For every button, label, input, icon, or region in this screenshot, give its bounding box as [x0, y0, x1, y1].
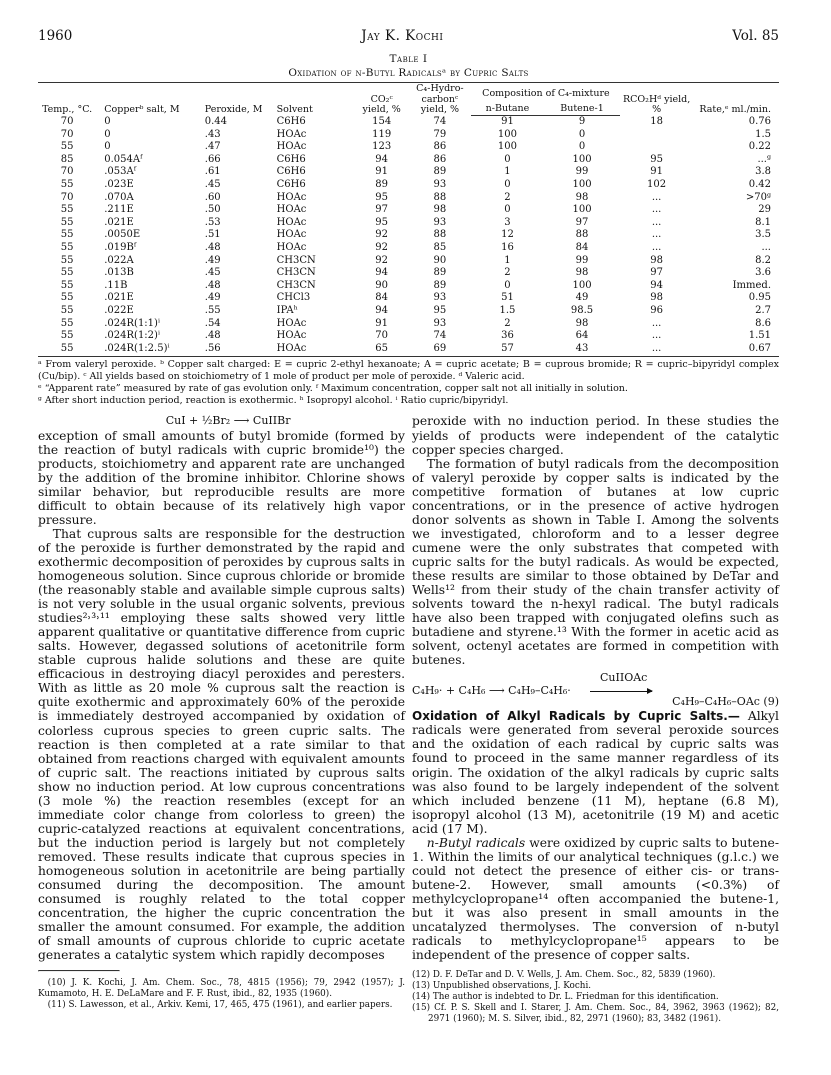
table-cell: .45 [204, 178, 221, 190]
table-cell: 100 [497, 128, 518, 140]
table-cell: HOAc [269, 343, 355, 357]
table-row [38, 192, 779, 205]
table-cell: HOAc [276, 191, 307, 203]
table-row [38, 116, 779, 129]
table-cell: .019Bᶠ [104, 241, 137, 253]
table-cell [620, 129, 692, 142]
table-cell: ... [651, 204, 662, 216]
right-column [412, 414, 779, 1025]
equation-lhs: C₄H₉· + C₄H₆ ⟶ C₄H₉–C₄H₆· [412, 684, 571, 698]
table-cell: 2 [504, 317, 511, 329]
volume-label: Vol. 85 [732, 28, 779, 44]
table-cell: 89 [433, 166, 447, 178]
table-cell: 0.42 [748, 178, 771, 190]
table-cell: 1.5 [499, 304, 516, 316]
paragraph: The formation of butyl radicals from the decomposition of valeryl peroxide by copper salts is indicated by the competitive formation of butanes at low cupric concentrations, or in the presence of active hydrogen donor solvents as shown in Table I. Among the solvents we investigated, chloroform and to a lesser degree cumene were the only substrates that competed with cupric salts for the butyl radicals. As would be expected, these results are similar to those obtained by DeTar and Wells¹² from their study of the chain transfer activity of solvents toward the n-hexyl radical. The butyl radicals have also been trapped with conjugated olefins such as butadiene and styrene.¹³ With the former in acetic acid as solvent, octenyl acetates are formed in competition with butenes. [412, 456, 779, 668]
table-row [38, 179, 779, 192]
reaction-arrow-icon [590, 691, 652, 692]
table-cell: 0.054Aᶠ [104, 153, 143, 165]
table-cell: .013B [104, 267, 134, 279]
table-row [38, 305, 779, 318]
table-cell: 18 [650, 115, 663, 127]
table-cell: 85 [60, 153, 74, 165]
table-cell: 64 [575, 330, 589, 342]
table-footnote-line: ᵉ “Apparent rate” measured by rate of gas evolution only. ᶠ Maximum concentration, copper salt not all initially in solution. [38, 382, 628, 394]
table-cell: 0.76 [748, 115, 771, 127]
table-cell: 36 [501, 330, 514, 342]
paragraph [412, 836, 779, 962]
footnote-10: (10) J. K. Kochi, J. Am. Chem. Soc., 78, 4815 (1956); 79, 2942 (1957); J. Kumamoto, H. E. DeLaMare and F. F. Rust, ibid., 82, 1935 (1960). [38, 978, 405, 1000]
table-footnotes [38, 359, 779, 406]
table-row [38, 280, 779, 293]
col-header-composition: Composition of C₄-mixture [471, 83, 620, 100]
table-cell: 74 [433, 330, 447, 342]
table-cell: .60 [204, 191, 221, 203]
table-cell: 0 [504, 153, 511, 165]
table-body [38, 116, 779, 357]
table-cell: HOAc [276, 141, 307, 153]
table-cell: ... [651, 330, 662, 342]
table-caption [38, 52, 779, 80]
table-cell: 97 [375, 204, 389, 216]
table-cell: 96 [650, 304, 663, 316]
table-cell: 98 [433, 204, 447, 216]
table-cell: 94 [375, 267, 389, 279]
table-row [38, 242, 779, 255]
equation-reagent: CuIIOAc [600, 671, 648, 685]
table-cell: 3.8 [755, 166, 771, 178]
table-cell: 0 [578, 141, 586, 153]
table-cell: C6H6 [276, 115, 306, 127]
table-cell: .021E [104, 216, 134, 228]
table-cell: ... [651, 241, 662, 253]
table-cell: 98 [650, 292, 663, 304]
table-cell: 91 [501, 116, 514, 127]
table-cell: HOAc [276, 317, 307, 329]
table-cell: 0 [104, 115, 111, 127]
table-cell: Immed. [732, 279, 771, 291]
table-cell: 0 [104, 128, 111, 140]
table-cell: 154 [372, 115, 392, 127]
table-cell: 88 [575, 229, 589, 241]
table-cell: .56 [199, 343, 269, 357]
footnote-rule [38, 970, 120, 972]
table-cell: 91 [650, 166, 663, 178]
table-cell: .54 [204, 317, 221, 329]
table-cell: .49 [204, 292, 221, 304]
table-footnote-line: ᵃ From valeryl peroxide. ᵇ Copper salt charged: E = cupric 2-ethyl hexanoate; A = cupric acetate; B = cuprous bromide; R = cupric–bipyridyl complex (Cu/bip). ᶜ All yields based on stoichiometry of 1 mole of product per mole of peroxide. ᵈ Valeric acid. [38, 359, 779, 383]
section-paragraph [412, 709, 779, 835]
table-cell: 0.67 [693, 343, 779, 357]
table-cell: 89 [433, 267, 447, 279]
table-cell: 1 [504, 166, 511, 178]
table-cell: C6H6 [276, 153, 306, 165]
equation-9 [412, 671, 779, 707]
table-cell: .211E [104, 204, 134, 216]
table-cell: .022E [104, 304, 134, 316]
table-cell: 98 [575, 267, 589, 279]
table-cell: 92 [375, 241, 389, 253]
table-cell: .070A [104, 191, 134, 203]
table-row [38, 318, 779, 331]
table-cell: 8.1 [755, 216, 771, 228]
equation-bromine: CuI + ½Br₂ ⟶ CuIIBr [165, 414, 291, 428]
table-cell: CH3CN [276, 254, 316, 266]
table-cell: 55 [60, 317, 74, 329]
table-cell: 74 [433, 115, 447, 127]
table-cell: 99 [575, 166, 589, 178]
table-cell: 0 [504, 204, 511, 216]
paragraph: peroxide with no induction period. In these studies the yields of products were independent of the catalytic copper species charged. [412, 414, 779, 457]
table-cell: 65 [355, 343, 409, 357]
table-cell: 0.22 [748, 141, 771, 153]
footnotes-right [412, 970, 779, 1025]
table-cell: 95 [375, 191, 389, 203]
table-cell: 94 [650, 279, 663, 291]
table-cell: 100 [572, 178, 592, 190]
table-cell [620, 141, 692, 154]
table-row [38, 229, 779, 242]
table-cell: 97 [650, 267, 663, 279]
col-header-hydrocarbon: C₄-Hydro-carbonᶜ yield, % [408, 83, 471, 116]
table-cell: 94 [375, 304, 389, 316]
table-cell: 98 [575, 317, 589, 329]
table-cell: 86 [433, 153, 447, 165]
table-row [38, 166, 779, 179]
table-cell: 55 [60, 178, 74, 190]
table-row [38, 141, 779, 154]
table-cell: 1.51 [748, 330, 771, 342]
table-cell: 0 [504, 279, 511, 291]
table-cell: 70 [60, 128, 74, 140]
table-cell: 51 [501, 292, 514, 304]
table-cell: 92 [375, 254, 389, 266]
col-header-solvent: Solvent [269, 83, 355, 116]
table-cell: CH3CN [276, 267, 316, 279]
table-cell: .49 [204, 254, 221, 266]
table-cell: ... [651, 317, 662, 329]
table-row [38, 204, 779, 217]
paragraph-text: were oxidized by cupric salts to butene-1. Within the limits of our analytical techniques (g.l.c.) we could not detect the presence of either cis- or trans-butene-2. However, small amounts (<0.3%) of methylcyclopropane¹⁴ often accompanied the butene-1, but it was also present in small amounts in the uncatalyzed thermolyses. The conversion of n-butyl radicals to methylcyclopropane¹⁵ appears to be independent of the presence of copper salts. [412, 835, 779, 963]
table-cell: 9 [578, 116, 586, 127]
table-cell: .48 [204, 330, 221, 342]
table-cell: .053Aᶠ [104, 166, 136, 178]
col-header-peroxide: Peroxide, M [199, 83, 269, 116]
table-cell: 98 [650, 254, 663, 266]
table-cell: C6H6 [276, 166, 306, 178]
table-cell: .50 [204, 204, 221, 216]
paragraph: That cuprous salts are responsible for the destruction of the peroxide is further demonstrated by the rapid and exothermic decomposition of peroxides by cuprous salts in homogeneous solution. Since cuprous chloride or bromide (the reasonably stable and available simple cuprous salts) is not very soluble in the usual organic solvents, previous studies²˒³˒¹¹ employing these salts showed very little apparent qualitative or quantitative difference from cupric salts. However, degassed solutions of acetonitrile form stable cuprous halide solutions and these are quite efficacious in destroying diacyl peroxides and peresters. With as little as 20 mole % cuprous salt the reaction is quite exothermic and approximately 60% of the peroxide is immediately destroyed accompanied by oxidation of colorless cuprous species to green cupric salts. The reaction is then completed at a rate similar to that obtained from reactions charged with equivalent amounts of cupric salt. The reactions initiated by cuprous salts show no induction period. At low cuprous concentrations (3 mole %) the reaction resembles (except for an immediate color change from colorless to green) the cupric-catalyzed reactions at equivalent concentrations, but the induction period is largely but not completely removed. These results indicate that cuprous species in homogeneous solution in acetonitrile are being partially consumed during the decomposition. The amount consumed is roughly related to the total copper concentration, the higher the cupric concentration the smaller the amount consumed. For example, the addition of small amounts of cuprous chloride to cupric acetate generates a catalytic system which rapidly decomposes [38, 526, 405, 963]
table-cell: 102 [647, 178, 667, 190]
table-cell: HOAc [276, 128, 307, 140]
table-cell: 85 [433, 241, 447, 253]
table-cell: 55 [60, 216, 74, 228]
table-cell: ... [651, 216, 662, 228]
table-cell: 70 [375, 330, 389, 342]
table-cell: 69 [408, 343, 471, 357]
table-cell: CHCl3 [276, 292, 311, 304]
table-row [38, 154, 779, 167]
table-cell: 29 [758, 204, 771, 216]
table-cell: 55 [60, 267, 74, 279]
table-cell: 89 [375, 178, 389, 190]
table-cell: 55 [60, 254, 74, 266]
table-cell: 2.7 [755, 304, 771, 316]
table-cell: 95 [375, 216, 389, 228]
table-cell: .023E [104, 178, 134, 190]
table-cell: 0.95 [748, 292, 771, 304]
footnote-12: (12) D. F. DeTar and D. V. Wells, J. Am. Chem. Soc., 82, 5839 (1960). [412, 970, 716, 981]
table-cell: 93 [433, 216, 447, 228]
table-cell: 70 [60, 191, 74, 203]
table-cell: 55 [60, 241, 74, 253]
col-header-copper: Copperᵇ salt, M [96, 83, 199, 116]
table-cell: 16 [501, 241, 514, 253]
table-cell: .0050E [104, 229, 141, 241]
col-header-rco2h: RCO₂Hᵈ yield, % [620, 83, 692, 116]
table-cell: 91 [375, 166, 389, 178]
footnote-11: (11) S. Lawesson, et al., Arkiv. Kemi, 17, 465, 475 (1961), and earlier papers. [47, 1000, 393, 1011]
table-cell: 89 [433, 279, 447, 291]
table-cell: .45 [204, 267, 221, 279]
table-cell: ... [761, 241, 771, 253]
table-cell: 49 [575, 292, 589, 304]
table-cell: 100 [572, 279, 592, 291]
table-row [38, 217, 779, 230]
table-cell: 91 [375, 317, 389, 329]
table-cell: 86 [433, 141, 447, 153]
table-cell: 98.5 [570, 304, 594, 316]
table-cell: .024R(1:2.5)ⁱ [96, 343, 199, 357]
table-cell: HOAc [276, 241, 307, 253]
table-cell: 92 [375, 229, 389, 241]
table-cell: .47 [204, 141, 221, 153]
table-cell: .61 [204, 166, 221, 178]
table-cell: ...ᵍ [757, 153, 771, 165]
page-number: 1960 [38, 28, 73, 44]
table-cell: IPAʰ [276, 304, 298, 316]
table-cell: ... [651, 191, 662, 203]
table-cell: 70 [60, 166, 74, 178]
table-cell: 55 [60, 279, 74, 291]
table-cell: .022A [104, 254, 134, 266]
table-cell: 2 [504, 267, 511, 279]
table-row [38, 292, 779, 305]
table-cell: .021E [104, 292, 134, 304]
col-header-rate: Rate,ᵉ ml./min. [693, 83, 779, 116]
table-cell: .53 [204, 216, 221, 228]
table-cell: 93 [433, 292, 447, 304]
table-cell: >70ᵍ [745, 191, 771, 203]
table-cell: .55 [204, 304, 221, 316]
table-cell: ... [651, 229, 662, 241]
col-header-temp: Temp., °C. [38, 83, 96, 116]
table-cell: 2 [504, 191, 511, 203]
table-cell: .48 [204, 241, 221, 253]
table-cell: 57 [471, 343, 543, 357]
table-row [38, 267, 779, 280]
table-cell: 93 [433, 317, 447, 329]
table-cell: 119 [372, 128, 392, 140]
equation-product: C₄H₉–C₄H₆–OAc (9) [672, 695, 779, 709]
table-cell: .43 [204, 128, 221, 140]
table-cell: 84 [375, 292, 389, 304]
table-cell: 55 [38, 343, 96, 357]
table-cell: 55 [60, 141, 74, 153]
table-cell: 0.44 [204, 115, 228, 127]
table-cell: HOAc [276, 204, 307, 216]
table-cell: 88 [433, 229, 447, 241]
table-cell: 0 [104, 141, 111, 153]
table-cell: 100 [572, 153, 592, 165]
table-row [38, 255, 779, 268]
table-row [38, 129, 779, 142]
table-cell: 93 [433, 178, 447, 190]
table-cell: 98 [575, 191, 589, 203]
footnote-14: (14) The author is indebted to Dr. L. Friedman for this identification. [412, 992, 719, 1003]
table-cell: 12 [501, 229, 514, 241]
table-cell: 0 [578, 128, 586, 140]
col-header-nbutane: n-Butane [471, 99, 543, 116]
table-number: Table I [389, 53, 428, 65]
table-cell: .024R(1:1)ⁱ [104, 317, 160, 329]
running-header [38, 28, 779, 44]
table-cell: 0 [504, 178, 511, 190]
table-cell: 55 [60, 292, 74, 304]
table-cell: 90 [375, 279, 389, 291]
table-footnote-line: ᵍ After short induction period, reaction is exothermic. ʰ Isopropyl alcohol. ⁱ Ratio cupric/bipyridyl. [38, 394, 509, 406]
table-cell: 70 [60, 115, 74, 127]
running-author: Jay K. Kochi [361, 28, 444, 44]
table-cell: 95 [433, 304, 447, 316]
table-title: Oxidation of n-Butyl Radicalsᵃ by Cupric Salts [288, 67, 529, 79]
table-cell: 88 [433, 191, 447, 203]
table-cell: 55 [60, 304, 74, 316]
table-cell: ... [620, 343, 692, 357]
table-cell: 3.6 [755, 267, 771, 279]
results-table [38, 82, 779, 357]
table-cell: 100 [497, 141, 518, 153]
table-cell: .11B [104, 279, 128, 291]
run-in-heading: n-Butyl radicals [426, 835, 526, 850]
table-cell: .66 [204, 153, 221, 165]
table-cell: 100 [572, 204, 592, 216]
table-cell: 90 [433, 254, 447, 266]
table-row [38, 343, 779, 357]
table-cell: 97 [575, 216, 589, 228]
footnote-15: (15) Cf. P. S. Skell and I. Starer, J. Am. Chem. Soc., 84, 3962, 3963 (1962); 82, 2971 (1960); M. S. Silver, ibid., 82, 2971 (1960); 83, 3482 (1961). [412, 1003, 779, 1025]
paragraph-text: Alkyl radicals were generated from several peroxide sources and the oxidation of each radical by cupric salts was found to proceed in the same manner regardless of its origin. The oxidation of the alkyl radicals by cupric salts was also found to be largely independent of the solvent which included benzene (11 M), heptane (6.8 M), isopropyl alcohol (13 M), acetonitrile (19 M) and acetic acid (17 M). [412, 709, 779, 836]
table-cell: C6H6 [276, 178, 306, 190]
table-cell: 1.5 [755, 128, 771, 140]
table-cell: HOAc [276, 229, 307, 241]
table-cell: 55 [60, 330, 74, 342]
table-cell: 3 [504, 216, 511, 228]
table-cell: 95 [650, 153, 663, 165]
table-row [38, 330, 779, 343]
table-cell: HOAc [276, 330, 307, 342]
table-cell: HOAc [276, 216, 307, 228]
footnotes-left [38, 978, 405, 1011]
table-cell: 79 [433, 128, 447, 140]
table-cell: 8.2 [755, 254, 771, 266]
section-heading: Oxidation of Alkyl Radicals by Cupric Salts.— [412, 709, 740, 724]
table-cell: .51 [204, 229, 221, 241]
table-cell: 1 [504, 254, 511, 266]
table-cell: 55 [60, 204, 74, 216]
footnote-13: (13) Unpublished observations, J. Kochi. [412, 981, 592, 992]
table-cell: 94 [375, 153, 389, 165]
col-header-butene: Butene-1 [544, 99, 621, 116]
table-cell: 3.5 [755, 229, 771, 241]
table-cell: 8.6 [755, 317, 771, 329]
body-columns [38, 414, 779, 1025]
table-cell: 55 [60, 229, 74, 241]
table-cell: 123 [372, 141, 392, 153]
table-cell: .024R(1:2)ⁱ [104, 330, 160, 342]
col-header-co2: CO₂ᶜ yield, % [355, 83, 409, 116]
left-column [38, 414, 405, 1025]
table-cell: .48 [204, 279, 221, 291]
table-cell: 84 [575, 241, 589, 253]
table-cell: 99 [575, 254, 589, 266]
table-cell: 43 [544, 343, 621, 357]
paragraph: exception of small amounts of butyl bromide (formed by the reaction of butyl radicals with cupric bromide¹⁰) the products, stoichiometry and apparent rate are unchanged by the addition of the bromine inhibitor. Chlorine shows similar behavior, but reproducible results are more difficult to obtain because of its relatively high vapor pressure. [38, 428, 405, 527]
table-cell: CH3CN [276, 279, 316, 291]
